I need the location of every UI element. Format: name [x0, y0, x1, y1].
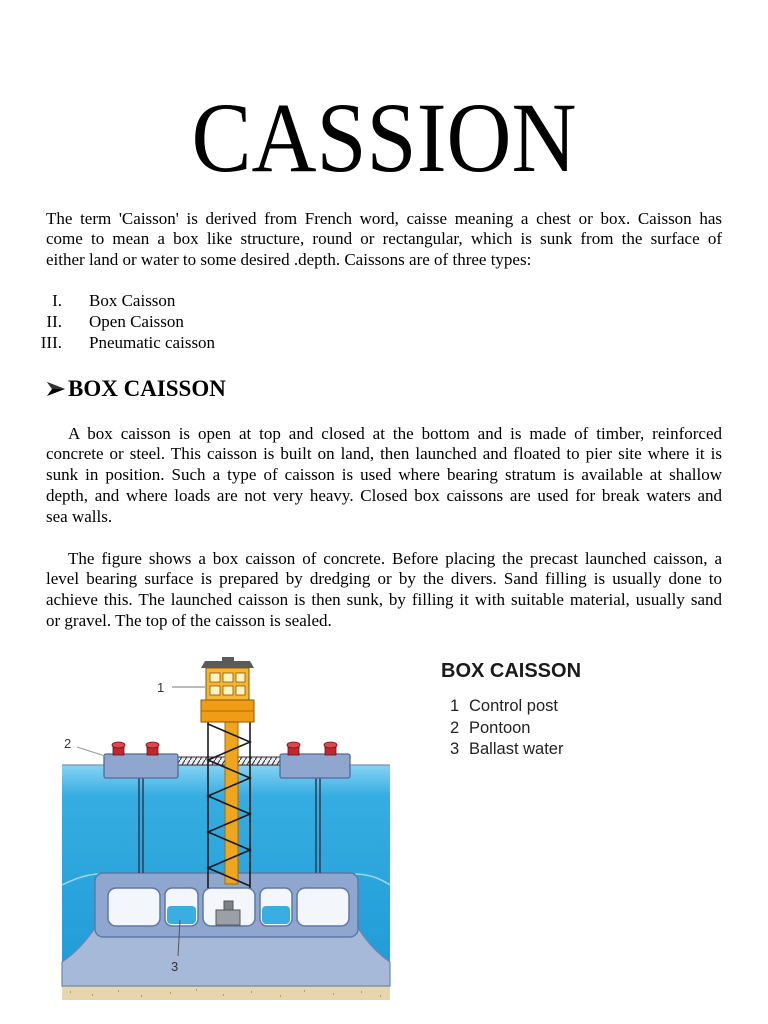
- cabin-window: [236, 673, 245, 682]
- legend-number: 2: [450, 718, 460, 737]
- figure-title: BOX CAISSON: [441, 660, 582, 682]
- list-item: [30, 290, 215, 311]
- cabin-window: [223, 673, 233, 682]
- ballast-water: [167, 906, 196, 924]
- box-caisson-diagram: [55, 645, 400, 1015]
- control-post-roof: [201, 661, 254, 668]
- paragraph-line: depth, and where loads are not very heavy. Closed box caissons are used for break waters and: [46, 485, 722, 505]
- pontoon-left: [104, 754, 178, 778]
- legend-item: [450, 739, 563, 761]
- paragraph-line: achieve this. The launched caisson is then sunk, by filling it with suitable material, usually sand: [46, 590, 722, 610]
- section-heading: [46, 375, 226, 403]
- paragraph-line: The term 'Caisson' is derived from French word, caisse meaning a chest or box. Caisson has: [46, 208, 722, 228]
- legend-label: Ballast water: [469, 740, 564, 758]
- paragraph-line: or gravel. The top of the caisson is sealed.: [46, 610, 332, 630]
- list-item: [30, 311, 215, 332]
- paragraph-line: concrete or steel. This caisson is built on land, then launched and floated to pier site where it is: [46, 444, 722, 464]
- bollard-cap: [112, 742, 125, 748]
- list-item-label: Box Caisson: [89, 291, 176, 310]
- legend-number: 1: [450, 697, 460, 715]
- paragraph-line: The figure shows a box caisson of concrete. Before placing the precast launched caisson, a: [68, 548, 722, 568]
- bollard-cap: [146, 742, 159, 748]
- seabed: [62, 985, 390, 1000]
- list-numeral: I.: [52, 291, 62, 310]
- list-numeral: II.: [46, 312, 62, 331]
- paragraph-line: sunk in position. Such a type of caisson is used where bearing stratum is available at shallow: [46, 465, 722, 485]
- roof-vent: [222, 657, 234, 661]
- paragraph-line: either land or water to some desired .depth. Caissons are of three types:: [46, 250, 532, 270]
- compartment: [297, 888, 349, 926]
- legend-item: [450, 718, 563, 740]
- bollard-cap: [287, 742, 300, 748]
- body-paragraph: [46, 549, 722, 632]
- figure-legend: [450, 696, 563, 761]
- legend-item: [450, 696, 563, 718]
- section-heading-text: BOX CAISSON: [68, 376, 226, 401]
- page-title: CASSION: [191, 82, 577, 193]
- bollard-cap: [324, 742, 337, 748]
- paragraph-line: sea walls.: [46, 506, 113, 526]
- list-numeral: III.: [40, 333, 62, 352]
- paragraph-line: come to mean a box like structure, round or rectangular, which is sunk from the surface of: [46, 229, 722, 249]
- control-post: [201, 657, 254, 722]
- cabin-window: [236, 686, 245, 695]
- intro-paragraph: [46, 209, 722, 271]
- paragraph-line: level bearing surface is prepared by dredging or by the divers. Sand filling is usually done to: [46, 569, 722, 589]
- caisson-types-list: [30, 290, 215, 353]
- legend-label: Pontoon: [469, 718, 531, 737]
- callout-label: 2: [64, 736, 72, 751]
- paragraph-line: A box caisson is open at top and closed at the bottom and is made of timber, reinforced: [68, 423, 722, 443]
- cabin-window: [210, 686, 220, 695]
- compartment: [108, 888, 160, 926]
- callout-label: 1: [157, 680, 165, 695]
- pontoon-right: [280, 754, 350, 778]
- list-item-label: Open Caisson: [89, 312, 184, 331]
- list-item: [30, 332, 215, 353]
- body-paragraph: [46, 424, 722, 528]
- callout-label: 3: [171, 959, 179, 974]
- machinery-block: [224, 901, 233, 910]
- callout-leader: [77, 747, 105, 756]
- arrowhead-bullet-icon: [46, 379, 66, 399]
- list-item-label: Pneumatic caisson: [89, 333, 216, 352]
- ballast-water: [262, 906, 290, 924]
- caisson-compartments: [108, 888, 349, 926]
- cabin-window: [210, 673, 220, 682]
- cabin-window: [223, 686, 233, 695]
- legend-label: Control post: [469, 697, 558, 715]
- legend-number: 3: [450, 740, 460, 758]
- machinery-block: [216, 910, 240, 925]
